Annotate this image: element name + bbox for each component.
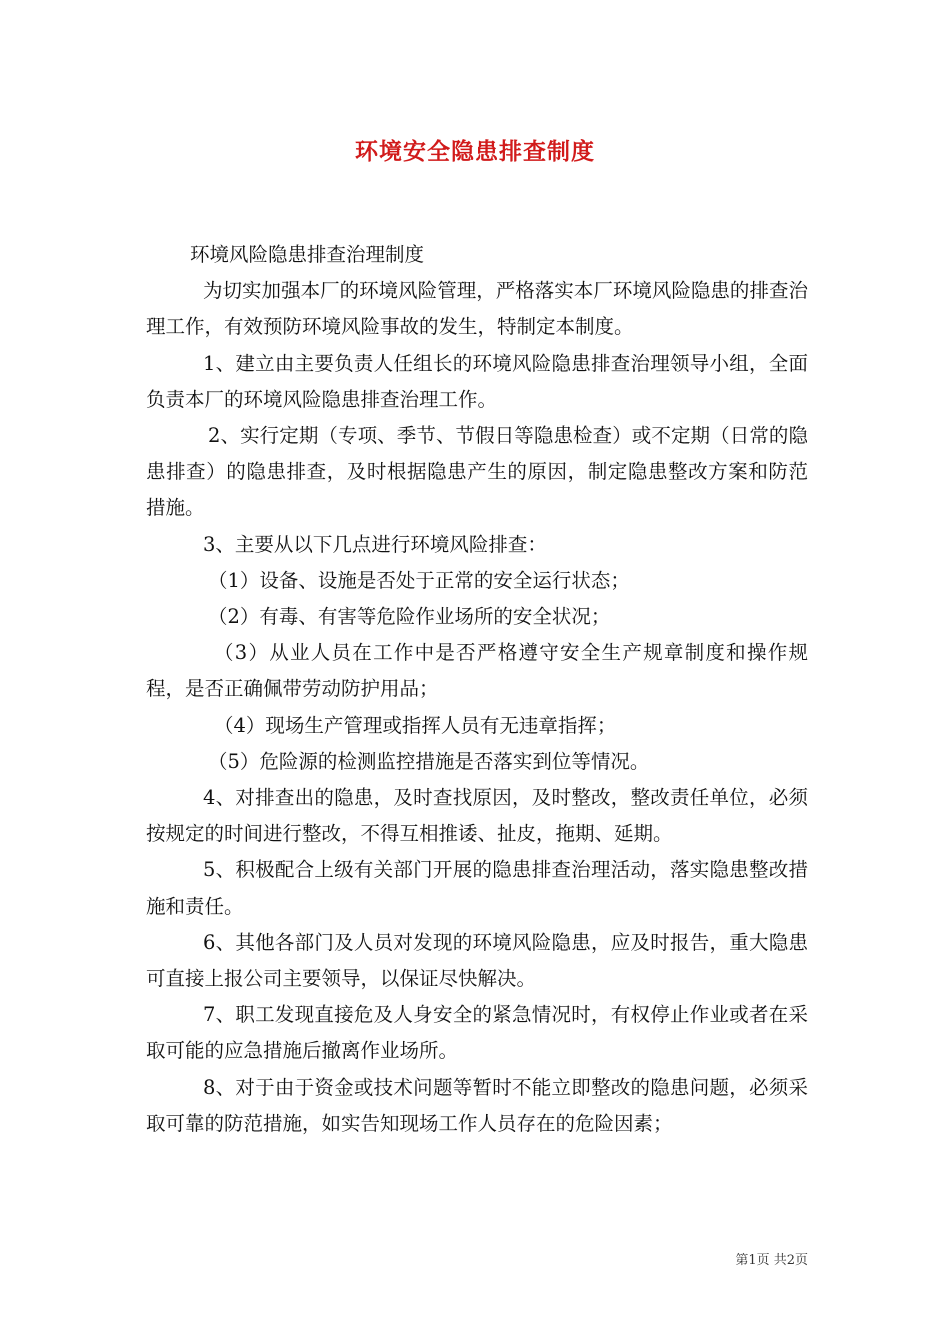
paragraph-item-5: 5、积极配合上级有关部门开展的隐患排查治理活动，落实隐患整改措施和责任。	[146, 858, 808, 918]
paragraph-item-8: 8、对于由于资金或技术问题等暂时不能立即整改的隐患问题，必须采取可靠的防范措施，如实告知现场工作人员存在的危险因素；	[146, 1075, 808, 1135]
paragraph-subitem-4: （4）现场生产管理或指挥人员有无违章指挥；	[214, 713, 617, 737]
paragraph-item-4: 4、对排查出的隐患，及时查找原因，及时整改，整改责任单位，必须按规定的时间进行整改，不得互相推诿、扯皮，拖期、延期。	[146, 786, 808, 846]
paragraph-item-2: 2、实行定期（专项、季节、节假日等隐患检查）或不定期（日常的隐患排查）的隐患排查，及时根据隐患产生的原因，制定隐患整改方案和防范措施。	[146, 424, 808, 520]
paragraph-item-6: 6、其他各部门及人员对发现的环境风险隐患，应及时报告，重大隐患可直接上报公司主要领导，以保证尽快解决。	[146, 930, 808, 991]
section-heading: 环境风险隐患排查治理制度	[190, 243, 425, 266]
paragraph-item-7: 7、职工发现直接危及人身安全的紧急情况时，有权停止作业或者在采取可能的应急措施后撤离作业场所。	[146, 1003, 808, 1063]
page-number: 第1页 共2页	[735, 1253, 808, 1268]
paragraph-subitem-5: （5）危险源的检测监控措施是否落实到位等情况。	[208, 749, 650, 773]
paragraph-subitem-2: （2）有毒、有害等危险作业场所的安全状况；	[208, 605, 611, 629]
paragraph-item-3: 3、主要从以下几点进行环境风险排查：	[203, 532, 547, 556]
document-title: 环境安全隐患排查制度	[355, 138, 595, 165]
paragraph-item-1: 1、建立由主要负责人任组长的环境风险隐患排查治理领导小组，全面负责本厂的环境风险隐患排查治理工作。	[146, 351, 808, 411]
paragraph-subitem-1: （1）设备、设施是否处于正常的安全运行状态；	[208, 568, 630, 592]
paragraph-subitem-3: （3）从业人员在工作中是否严格遵守安全生产规章制度和操作规程，是否正确佩带劳动防护用品；	[146, 641, 808, 701]
paragraph-intro: 为切实加强本厂的环境风险管理，严格落实本厂环境风险隐患的排查治理工作，有效预防环境风险事故的发生，特制定本制度。	[146, 279, 808, 339]
document-body	[146, 237, 808, 1142]
